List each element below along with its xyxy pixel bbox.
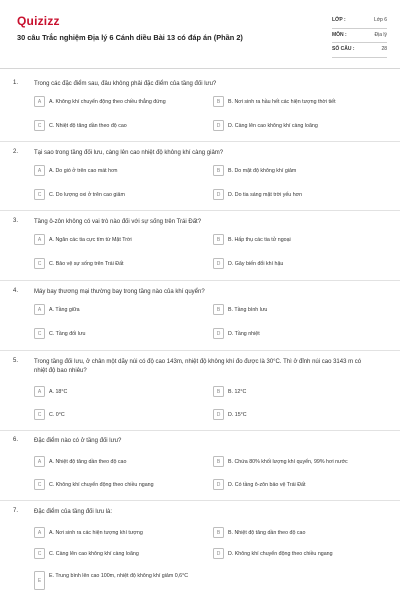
question-divider xyxy=(0,210,400,211)
option-letter: A xyxy=(34,234,45,245)
question-divider xyxy=(0,350,400,351)
option-text: A. Nơi sinh ra các hiện tượng khí tượng xyxy=(49,529,143,536)
option-letter: A xyxy=(34,386,45,397)
option-letter: B xyxy=(213,234,224,245)
option-letter: C xyxy=(34,548,45,559)
option-text: D. Có tầng ô-zôn bảo vệ Trái Đất xyxy=(228,481,306,488)
option-letter: A xyxy=(34,304,45,315)
option-letter: D xyxy=(213,120,224,131)
option-text: D. 15°C xyxy=(228,411,247,418)
option-text: D. Tầng nhiệt xyxy=(228,330,260,337)
option-text: A. Không khí chuyển động theo chiều thẳng đứng xyxy=(49,98,166,105)
option-letter: D xyxy=(213,409,224,420)
page-title: 30 câu Trắc nghiệm Địa lý 6 Cánh diều Bài 13 có đáp án (Phần 2) xyxy=(17,33,243,42)
option-text: C. 0°C xyxy=(49,411,65,418)
option-text: D. Không khí chuyển động theo chiều ngang xyxy=(228,550,333,557)
option-text: B. Tầng bình lưu xyxy=(228,306,268,313)
question-divider xyxy=(0,500,400,501)
option-letter: B xyxy=(213,96,224,107)
meta-row-subject xyxy=(332,29,387,44)
option-text: B. Do mặt độ không khí giảm xyxy=(228,167,297,174)
option-letter: B xyxy=(213,165,224,176)
option-text: C. Càng lên cao không khí càng loãng xyxy=(49,550,139,557)
quizizz-logo: Quizizz xyxy=(17,14,60,28)
meta-value: 28 xyxy=(381,46,387,52)
option-letter: A xyxy=(34,96,45,107)
question-number: 4. xyxy=(13,288,19,294)
question-text: Máy bay thương mại thường bay trong tầng nào của khí quyển? xyxy=(34,289,205,295)
option-letter: B xyxy=(213,456,224,467)
option-text: E. Trung bình lên cao 100m, nhiệt độ không khí giảm 0,6°C xyxy=(49,572,189,579)
question-text: Trong tầng đối lưu, ở chân một dãy núi có độ cao 143m, nhiệt độ không khí đo được là 30°C. Thì ở đỉnh núi cao 3143 m có nhiệt độ bao nhiêu? xyxy=(34,359,362,374)
option-text: B. Nơi sinh ra hầu hết các hiện tượng thời tiết xyxy=(228,98,336,105)
option-letter: C xyxy=(34,328,45,339)
question-text: Đặc điểm nào có ở tầng đối lưu? xyxy=(34,438,122,444)
meta-value: Địa lý xyxy=(374,31,387,38)
option-text: B. Chứa 80% khối lượng khí quyển, 99% hơi nước xyxy=(228,458,348,465)
option-text: C. Tầng đối lưu xyxy=(49,330,86,337)
option-letter: C xyxy=(34,479,45,490)
option-letter: C xyxy=(34,258,45,269)
meta-key: SỐ CÂU : xyxy=(332,46,355,52)
option-text: C. Không khí chuyển động theo chiều ngang xyxy=(49,481,154,488)
option-text: B. Hấp thụ các tia tử ngoại xyxy=(228,236,291,243)
question-number: 5. xyxy=(13,358,19,364)
question-text: Tầng ô-zôn không có vai trò nào đối với sự sống trên Trái Đất? xyxy=(34,219,202,225)
question-number: 3. xyxy=(13,218,19,224)
quiz-header xyxy=(0,0,400,72)
option-text: A. Tầng giữa xyxy=(49,306,80,313)
option-text: C. Do lượng oxi ở trên cao giảm xyxy=(49,191,125,198)
option-letter: C xyxy=(34,120,45,131)
option-letter: D xyxy=(213,189,224,200)
option-letter: D xyxy=(213,548,224,559)
meta-row-count xyxy=(332,43,387,58)
question-text: Đặc điểm của tầng đối lưu là: xyxy=(34,509,113,515)
meta-row-grade xyxy=(332,14,387,29)
option-letter: B xyxy=(213,527,224,538)
option-text: C. Nhiệt độ tăng dần theo độ cao xyxy=(49,122,127,129)
option-letter: C xyxy=(34,409,45,420)
option-text: D. Do tia sáng mặt trời yếu hơn xyxy=(228,191,303,198)
option-letter: D xyxy=(213,479,224,490)
option-text: B. 12°C xyxy=(228,388,247,395)
question-number: 6. xyxy=(13,437,19,443)
header-divider xyxy=(0,68,400,69)
option-text: D. Gây biến đổi khí hậu xyxy=(228,260,284,267)
meta-key: MÔN : xyxy=(332,31,347,38)
option-letter: C xyxy=(34,189,45,200)
option-text: A. Ngăn các tia cực tím từ Mặt Trời xyxy=(49,236,132,243)
option-letter: D xyxy=(213,258,224,269)
option-letter: D xyxy=(213,328,224,339)
option-letter: B xyxy=(213,304,224,315)
question-number: 2. xyxy=(13,149,19,155)
question-divider xyxy=(0,430,400,431)
meta-value: Lớp 6 xyxy=(373,17,387,23)
option-letter: B xyxy=(213,386,224,397)
question-number: 1. xyxy=(13,80,19,86)
option-letter: A xyxy=(34,527,45,538)
option-text: D. Càng lên cao không khí càng loãng xyxy=(228,122,318,129)
question-text: Trong các đặc điểm sau, đâu không phải đặc điểm của tầng đối lưu? xyxy=(34,81,217,87)
option-text: B. Nhiệt độ tăng dần theo độ cao xyxy=(228,529,306,536)
option-text: A. 18°C xyxy=(49,388,68,395)
option-text: A. Do gió ở trên cao mát hơn xyxy=(49,167,118,174)
question-divider xyxy=(0,280,400,281)
quiz-meta-table xyxy=(332,14,387,58)
option-text: A. Nhiệt độ tăng dần theo độ cao xyxy=(49,458,127,465)
option-letter: A xyxy=(34,456,45,467)
question-text: Tại sao trong tầng đối lưu, càng lên cao nhiệt độ không khí càng giảm? xyxy=(34,150,224,156)
option-letter: A xyxy=(34,165,45,176)
question-divider xyxy=(0,141,400,142)
option-text: C. Bảo vệ sự sống trên Trái Đất xyxy=(49,260,124,267)
option-letter: E xyxy=(34,571,45,590)
meta-key: LỚP : xyxy=(332,17,346,23)
question-number: 7. xyxy=(13,508,19,514)
